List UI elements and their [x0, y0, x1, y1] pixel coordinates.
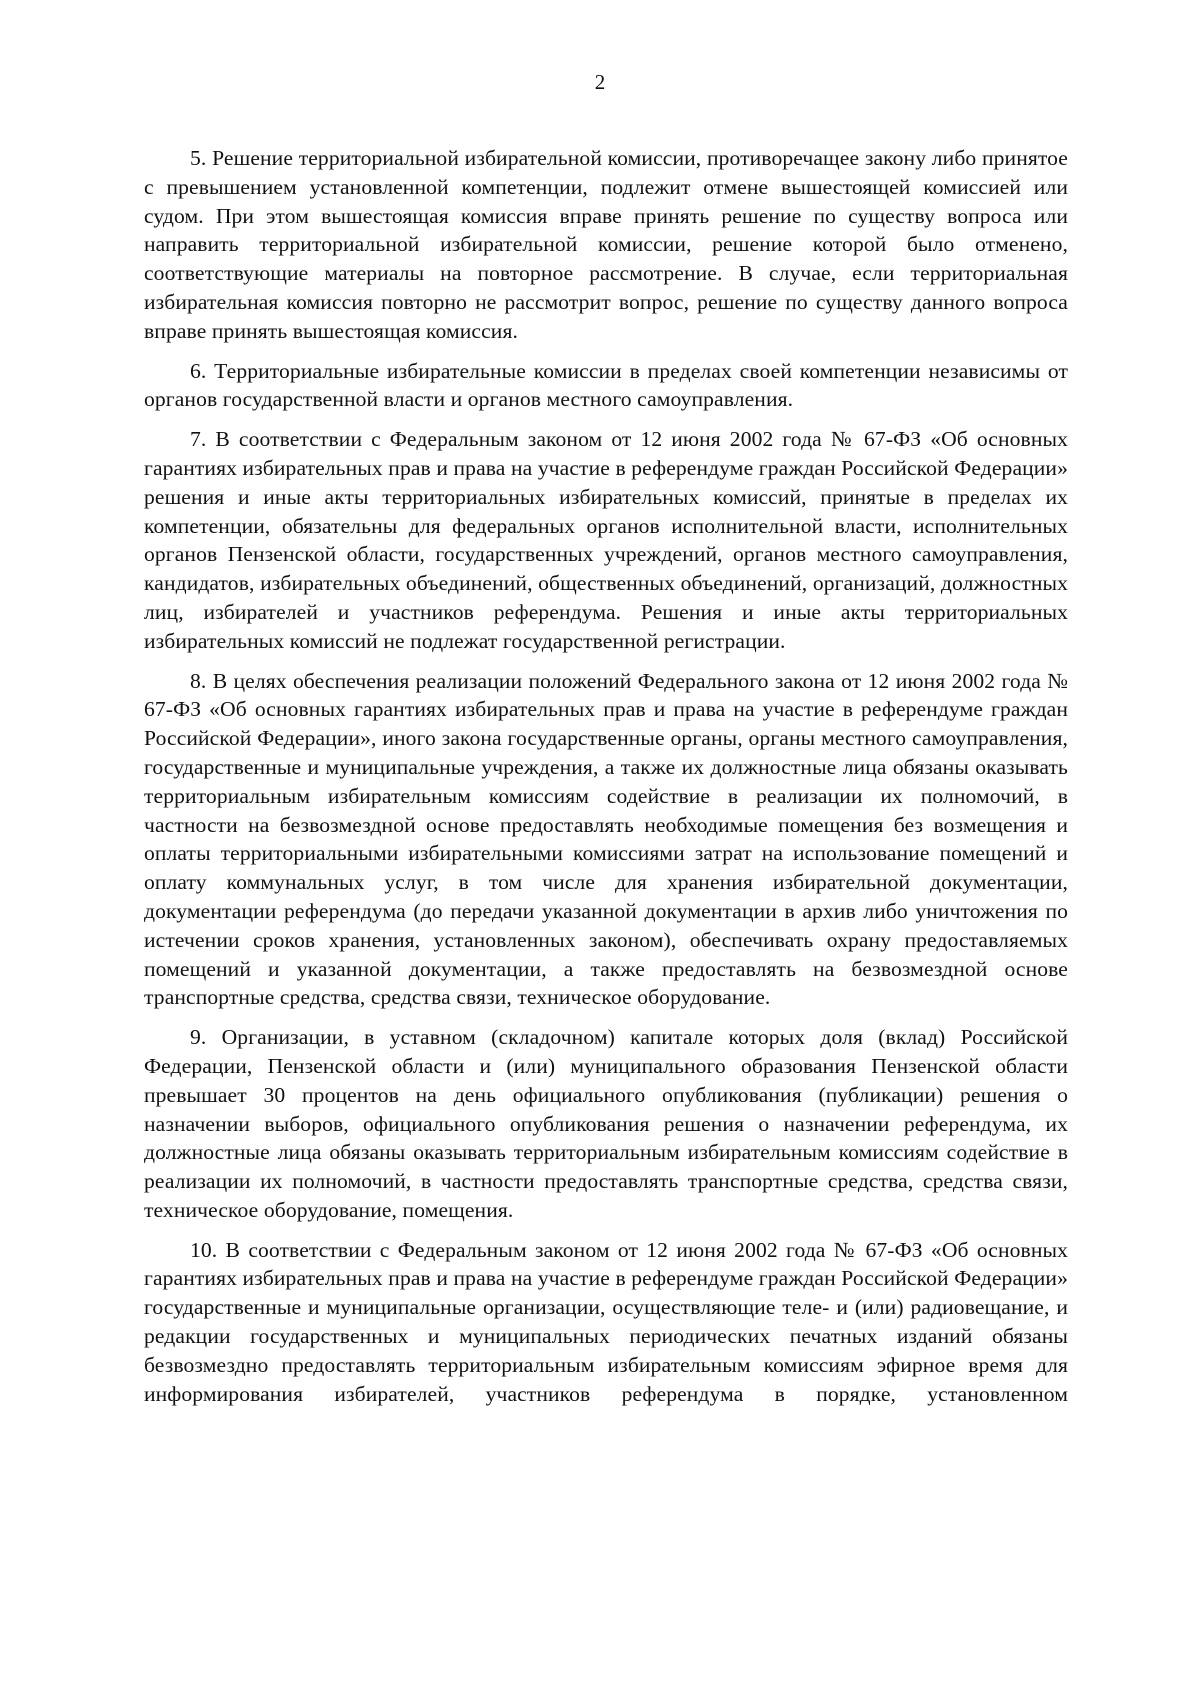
paragraph-9: 9. Организации, в уставном (складочном) капитале которых доля (вклад) Российской Федерации, Пензенской области и (или) муниципального образования Пензенской области превышает 30 процентов на день официального опубликования (публикации) решения о назначении выборов, официального опубликования решения о назначении референдума, их должностные лица обязаны оказывать территориальным избирательным комиссиям содействие в реализации их полномочий, в частности предоставлять транспортные средства, средства связи, техническое оборудование, помещения.	[144, 1025, 1068, 1222]
paragraph-6: 6. Территориальные избирательные комиссии в пределах своей компетенции независимы от органов государственной власти и органов местного самоуправления.	[144, 358, 1068, 412]
paragraph-5: 5. Решение территориальной избирательной комиссии, противоречащее закону либо принятое с превышением установленной компетенции, подлежит отмене вышестоящей комиссией или судом. При этом вышестоящая комиссия вправе принять решение по существу вопроса или направить территориальной избирательной комиссии, решение которой было отменено, соответствующие материалы на повторное рассмотрение. В случае, если территориальная избирательная комиссия повторно не рассмотрит вопрос, решение по существу данного вопроса вправе принять вышестоящая комиссия.	[144, 146, 1068, 343]
paragraph-10: 10. В соответствии с Федеральным законом от 12 июня 2002 года № 67-ФЗ «Об основных гарантиях избирательных прав и права на участие в референдуме граждан Российской Федерации» государственные и муниципальные организации, осуществляющие теле- и (или) радиовещание, и редакции государственных и муниципальных периодических печатных изданий обязаны безвозмездно предоставлять территориальным избирательным комиссиям эфирное время для информирования избирателей, участников референдума в порядке, установленном	[144, 1237, 1068, 1406]
page-number: 2	[594, 70, 606, 94]
paragraph-7: 7. В соответствии с Федеральным законом от 12 июня 2002 года № 67-ФЗ «Об основных гарантиях избирательных прав и права на участие в референдуме граждан Российской Федерации» решения и иные акты территориальных избирательных комиссий, принятые в пределах их компетенции, обязательны для федеральных органов исполнительной власти, исполнительных органов Пензенской области, государственных учреждений, органов местного самоуправления, кандидатов, избирательных объединений, общественных объединений, организаций, должностных лиц, избирателей и участников референдума. Решения и иные акты территориальных избирательных комиссий не подлежат государственной регистрации.	[144, 427, 1068, 653]
document-body	[144, 144, 1068, 1419]
paragraph-8: 8. В целях обеспечения реализации положений Федерального закона от 12 июня 2002 года № 67-ФЗ «Об основных гарантиях избирательных прав и права на участие в референдуме граждан Российской Федерации», иного закона государственные органы, органы местного самоуправления, государственные и муниципальные учреждения, а также их должностные лица обязаны оказывать территориальным избирательным комиссиям содействие в реализации их полномочий, в частности на безвозмездной основе предоставлять необходимые помещения без возмещения и оплаты территориальными избирательными комиссиями затрат на использование помещений и оплату коммунальных услуг, в том числе для хранения избирательной документации, документации референдума (до передачи указанной документации в архив либо уничтожения по истечении сроков хранения, установленных законом), обеспечивать охрану предоставляемых помещений и указанной документации, а также предоставлять на безвозмездной основе транспортные средства, средства связи, техническое оборудование.	[144, 668, 1068, 1010]
